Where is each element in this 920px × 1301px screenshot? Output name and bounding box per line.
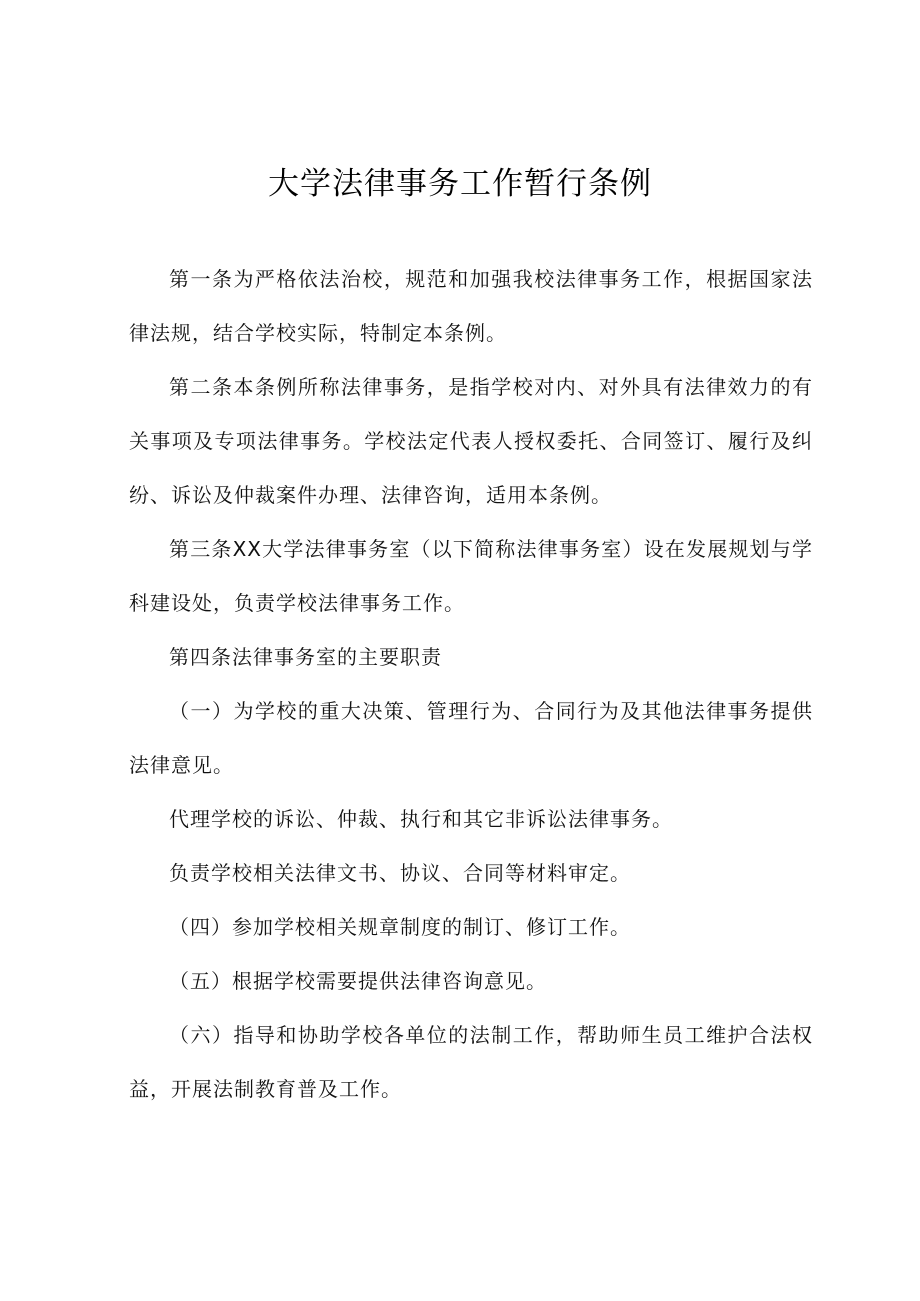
duty-item-5: （五）根据学校需要提供法律咨询意见。 <box>169 969 547 993</box>
duty-item-2: 代理学校的诉讼、仲裁、执行和其它非诉讼法律事务。 <box>169 807 673 831</box>
duty-item-6: （六）指导和协助学校各单位的法制工作，帮助师生员工维护合法权益，开展法制教育普及工作。 <box>129 1023 813 1101</box>
document-body <box>129 252 813 1116</box>
duty-item-1: （一）为学校的重大决策、管理行为、合同行为及其他法律事务提供法律意见。 <box>129 699 813 777</box>
article-3: 第三条XX大学法律事务室（以下简称法律事务室）设在发展规划与学科建设处，负责学校法律事务工作。 <box>129 537 813 615</box>
article-2: 第二条本条例所称法律事务，是指学校对内、对外具有法律效力的有关事项及专项法律事务。学校法定代表人授权委托、合同签订、履行及纠纷、诉讼及仲裁案件办理、法律咨询，适用本条例。 <box>129 375 813 507</box>
article-4: 第四条法律事务室的主要职责 <box>169 645 442 669</box>
duty-item-3: 负责学校相关法律文书、协议、合同等材料审定。 <box>169 861 631 885</box>
article-1: 第一条为严格依法治校，规范和加强我校法律事务工作，根据国家法律法规，结合学校实际，特制定本条例。 <box>129 267 813 345</box>
document-title: 大学法律事务工作暂行条例 <box>268 166 652 202</box>
duty-item-4: （四）参加学校相关规章制度的制订、修订工作。 <box>169 915 631 939</box>
